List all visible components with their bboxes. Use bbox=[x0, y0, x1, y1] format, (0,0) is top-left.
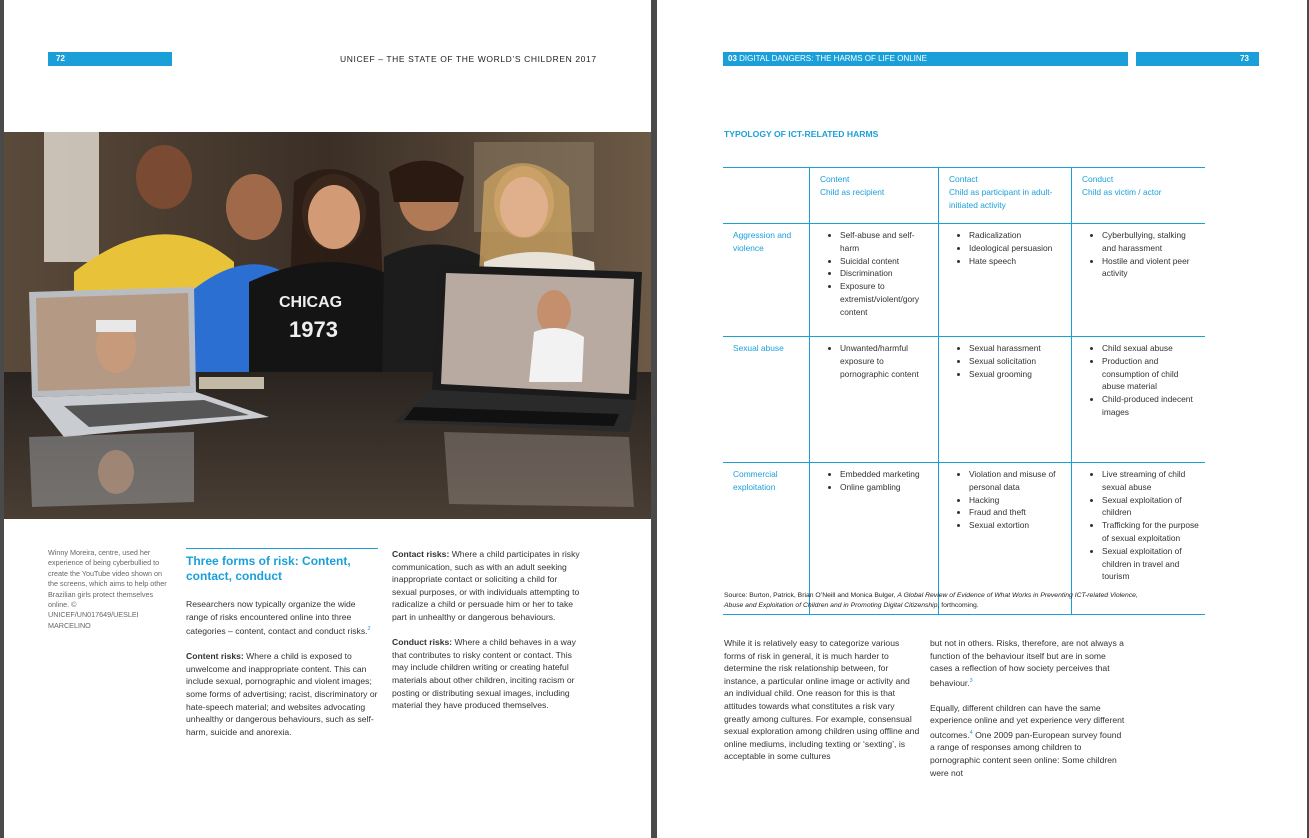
harm-list bbox=[1082, 342, 1199, 419]
header-empty-cell bbox=[723, 168, 810, 224]
right-column-a bbox=[724, 637, 920, 776]
harm-item: • Embedded marketing bbox=[840, 468, 932, 481]
intro-paragraph bbox=[186, 598, 378, 638]
content-risks-label: Content risks: bbox=[186, 651, 244, 662]
teens-with-laptops-photo bbox=[4, 132, 651, 519]
running-title-bar-right bbox=[723, 52, 1128, 66]
harm-item: • Ideological persuasion bbox=[969, 242, 1065, 255]
harm-list bbox=[820, 229, 932, 319]
conduct-risks-paragraph bbox=[392, 636, 582, 712]
section-heading: Three forms of risk: Content, contact, conduct bbox=[186, 548, 378, 584]
harm-item: • Exposure to extremist/violent/gory content bbox=[840, 280, 932, 318]
header-subtitle: Child as participant in adult-initiated activity bbox=[949, 186, 1053, 210]
table-row bbox=[723, 224, 1205, 337]
body-text: but not in others. Risks, therefore, are not always a function of the behaviour itself but are in some cases a reflection of how society perceives that behaviour. bbox=[930, 638, 1124, 688]
page-number-bar-right bbox=[1136, 52, 1259, 66]
harm-list bbox=[949, 342, 1065, 380]
harm-item: • Sexual extortion bbox=[969, 519, 1065, 532]
body-text: One 2009 pan-European survey found a range of responses among children to pornographic content seen online: Some children were not bbox=[930, 729, 1122, 778]
header-subtitle: Child as recipient bbox=[820, 186, 885, 197]
table-title: TYPOLOGY OF ICT-RELATED HARMS bbox=[724, 129, 879, 139]
page-number-bar-left bbox=[48, 52, 172, 66]
page-number-left: 72 bbox=[56, 54, 65, 63]
harm-list bbox=[820, 342, 932, 380]
running-title-right: DIGITAL DANGERS: THE HARMS OF LIFE ONLINE bbox=[736, 54, 928, 63]
conduct-risks-text: Where a child behaves in a way that contributes to risky content or contact. This may include children writing or creating hateful materials about other children, inciting racism or posting or distributing sexual images, including material they have produced themselves. bbox=[392, 637, 576, 711]
harm-item: • Production and consumption of child abuse material bbox=[1102, 355, 1199, 393]
harm-item: • Sexual solicitation bbox=[969, 355, 1065, 368]
left-column-b bbox=[392, 548, 582, 724]
svg-text:CHICAG: CHICAG bbox=[279, 294, 343, 311]
table-cell bbox=[810, 224, 939, 337]
source-suffix: , forthcoming. bbox=[937, 602, 979, 609]
harm-list bbox=[820, 468, 932, 494]
harm-item: • Unwanted/harmful exposure to pornographic content bbox=[840, 342, 932, 380]
right-page bbox=[657, 0, 1307, 838]
harm-item: • Trafficking for the purpose of sexual exploitation bbox=[1102, 519, 1199, 545]
harm-item: • Live streaming of child sexual abuse bbox=[1102, 468, 1199, 494]
harm-item: • Sexual harassment bbox=[969, 342, 1065, 355]
right-column-b bbox=[930, 637, 1126, 792]
content-risks-paragraph bbox=[186, 650, 378, 738]
body-text: Equally, different children can have the same experience online and yet experience very different outcomes. bbox=[930, 702, 1125, 740]
harm-item: • Hostile and violent peer activity bbox=[1102, 255, 1199, 281]
harm-item: • Hate speech bbox=[969, 255, 1065, 268]
row-label: Commercial exploitation bbox=[723, 463, 810, 615]
footnote-ref: 3 bbox=[969, 677, 973, 684]
content-risks-text: Where a child is exposed to unwelcome and inappropriate content. This can include sexual, pornographic and violent images; some forms of advertising; racist, discriminatory or hate-speech material; and websites advocating unhealthy or dangerous behaviours, such as self-harm, suicide and anorexia. bbox=[186, 651, 378, 737]
body-paragraph bbox=[930, 637, 1126, 689]
harm-item: • Child sexual abuse bbox=[1102, 342, 1199, 355]
harm-item: • Fraud and theft bbox=[969, 506, 1065, 519]
table-header-row bbox=[723, 168, 1205, 224]
harm-item: • Hacking bbox=[969, 494, 1065, 507]
row-label: Aggression and violence bbox=[723, 224, 810, 337]
chapter-number: 03 bbox=[728, 54, 737, 63]
table-cell bbox=[810, 337, 939, 463]
harm-list bbox=[1082, 229, 1199, 280]
body-paragraph bbox=[930, 702, 1126, 779]
table-cell bbox=[1072, 337, 1206, 463]
footnote-ref: 4 bbox=[969, 730, 973, 737]
harm-item: • Violation and misuse of personal data bbox=[969, 468, 1065, 494]
header-conduct bbox=[1072, 168, 1206, 224]
header-contact bbox=[939, 168, 1072, 224]
contact-risks-label: Contact risks: bbox=[392, 549, 450, 559]
intro-text: Researchers now typically organize the wide range of risks encountered online into three categories – content, contact and conduct risks. bbox=[186, 599, 368, 637]
running-title-left: UNICEF – THE STATE OF THE WORLD’S CHILDREN 2017 bbox=[340, 54, 597, 64]
photo-caption: Winny Moreira, centre, used her experience of being cyberbullied to create the YouTube video shown on the screens, which aims to help other Brazilian girls protect themselves online. © UNICEF/UN017649/UESLEI MARCELINO bbox=[48, 548, 167, 630]
source-title: A Global Review of Evidence of What Works in Preventing ICT-related Violence, Abuse and Exploitation of Children and in Promoting Digital Citizenship bbox=[724, 592, 1138, 609]
table-cell bbox=[939, 224, 1072, 337]
header-subtitle: Child as victim / actor bbox=[1082, 186, 1162, 197]
photo-illustration bbox=[4, 132, 651, 519]
table-cell bbox=[939, 337, 1072, 463]
table-cell bbox=[1072, 224, 1206, 337]
contact-risks-paragraph bbox=[392, 548, 582, 624]
source-prefix: Source: Burton, Patrick, Brian O’Neill and Monica Bulger, bbox=[724, 592, 898, 599]
harm-list bbox=[1082, 468, 1199, 583]
typology-table bbox=[723, 167, 1205, 615]
contact-risks-text: Where a child participates in risky communication, such as with an adult seeking inappropriate contact or soliciting a child for sexual purposes, or with individuals attempting to radicalize a child or persuade him or her to take part in unhealthy or dangerous behaviours. bbox=[392, 549, 580, 622]
harm-item: • Sexual exploitation of children bbox=[1102, 494, 1199, 520]
harm-item: • Radicalization bbox=[969, 229, 1065, 242]
table-source bbox=[724, 591, 1144, 611]
harm-item: • Sexual exploitation of children in travel and tourism bbox=[1102, 545, 1199, 583]
page-number-right: 73 bbox=[1240, 54, 1249, 63]
svg-text:1973: 1973 bbox=[289, 317, 338, 342]
header-content bbox=[810, 168, 939, 224]
header-title: Contact bbox=[949, 174, 978, 184]
header-title: Content bbox=[820, 174, 850, 184]
harm-item: • Self-abuse and self-harm bbox=[840, 229, 932, 255]
harm-item: • Discrimination bbox=[840, 267, 932, 280]
harm-list bbox=[949, 229, 1065, 267]
row-label: Sexual abuse bbox=[723, 337, 810, 463]
harm-list bbox=[949, 468, 1065, 532]
left-column-a bbox=[186, 548, 378, 751]
footnote-ref: 2 bbox=[367, 626, 371, 633]
harm-item: • Suicidal content bbox=[840, 255, 932, 268]
conduct-risks-label: Conduct risks: bbox=[392, 637, 453, 648]
left-page bbox=[4, 0, 651, 838]
header-title: Conduct bbox=[1082, 174, 1114, 184]
harm-item: • Online gambling bbox=[840, 481, 932, 494]
table-row bbox=[723, 337, 1205, 463]
harm-item: • Child-produced indecent images bbox=[1102, 393, 1199, 419]
harm-item: • Sexual grooming bbox=[969, 368, 1065, 381]
harm-item: • Cyberbullying, stalking and harassment bbox=[1102, 229, 1199, 255]
body-paragraph: While it is relatively easy to categorize various forms of risk in general, it is much harder to determine the risk relationship between, for instance, a particular online image or activity and an individual child. One reason for this is that attitudes towards what constitutes a risk vary greatly among cultures. For example, consensual sexual exploration among children using offline and online mediums, including texting or ‘sexting’, is acceptable in some cultures bbox=[724, 638, 920, 762]
